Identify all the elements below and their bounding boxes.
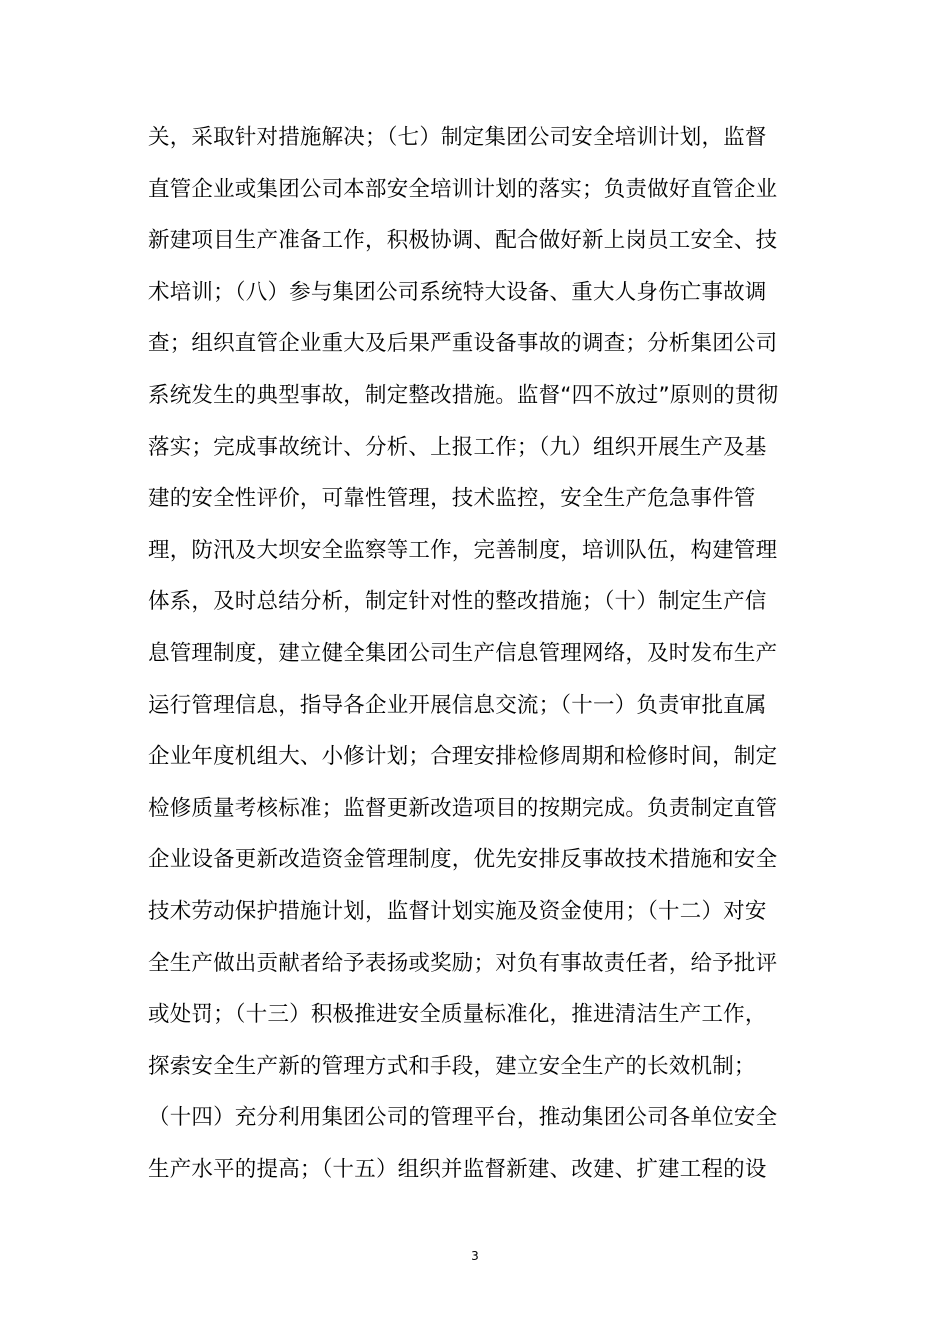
text-line: 查；组织直管企业重大及后果严重设备事故的调查；分析集团公司 (148, 331, 778, 357)
text-line: 理，防汛及大坝安全监察等工作，完善制度，培训队伍，构建管理 (148, 537, 778, 563)
text-line: 直管企业或集团公司本部安全培训计划的落实；负责做好直管企业 (148, 176, 778, 202)
page-number: 3 (471, 1249, 479, 1263)
text-line: 或处罚；（十三）积极推进安全质量标准化，推进清洁生产工作， (148, 1002, 767, 1028)
body-text (148, 112, 808, 1195)
text-line: 全生产做出贡献者给予表扬或奖励；对负有事故责任者，给予批评 (148, 950, 778, 976)
text-line: 探索安全生产新的管理方式和手段，建立安全生产的长效机制； (148, 1053, 756, 1079)
text-line: 新建项目生产准备工作，积极协调、配合做好新上岗员工安全、技 (148, 228, 778, 254)
text-line: 体系，及时总结分析，制定针对性的整改措施；（十）制定生产信 (148, 589, 767, 615)
text-line: 系统发生的典型事故，制定整改措施。监督“四不放过”原则的贯彻 (148, 382, 779, 408)
text-line: 关，采取针对措施解决；（七）制定集团公司安全培训计划，监督 (148, 125, 767, 150)
text-line: 企业设备更新改造资金管理制度，优先安排反事故技术措施和安全 (148, 847, 778, 873)
text-line: 企业年度机组大、小修计划；合理安排检修周期和检修时间，制定 (148, 744, 778, 770)
text-line: 检修质量考核标准；监督更新改造项目的按期完成。负责制定直管 (148, 795, 778, 821)
text-line: 术培训；（八）参与集团公司系统特大设备、重大人身伤亡事故调 (148, 279, 767, 305)
text-line: （十四）充分利用集团公司的管理平台，推动集团公司各单位安全 (148, 1105, 778, 1131)
text-line: 运行管理信息，指导各企业开展信息交流；（十一）负责审批直属 (148, 692, 767, 718)
text-line: 落实；完成事故统计、分析、上报工作；（九）组织开展生产及基 (148, 434, 767, 460)
text-line: 建的安全性评价，可靠性管理，技术监控，安全生产危急事件管 (148, 486, 756, 512)
text-line: 技术劳动保护措施计划，监督计划实施及资金使用；（十二）对安 (148, 898, 767, 924)
text-line: 息管理制度，建立健全集团公司生产信息管理网络，及时发布生产 (148, 640, 778, 666)
text-line: 生产水平的提高；（十五）组织并监督新建、改建、扩建工程的设 (148, 1156, 767, 1182)
